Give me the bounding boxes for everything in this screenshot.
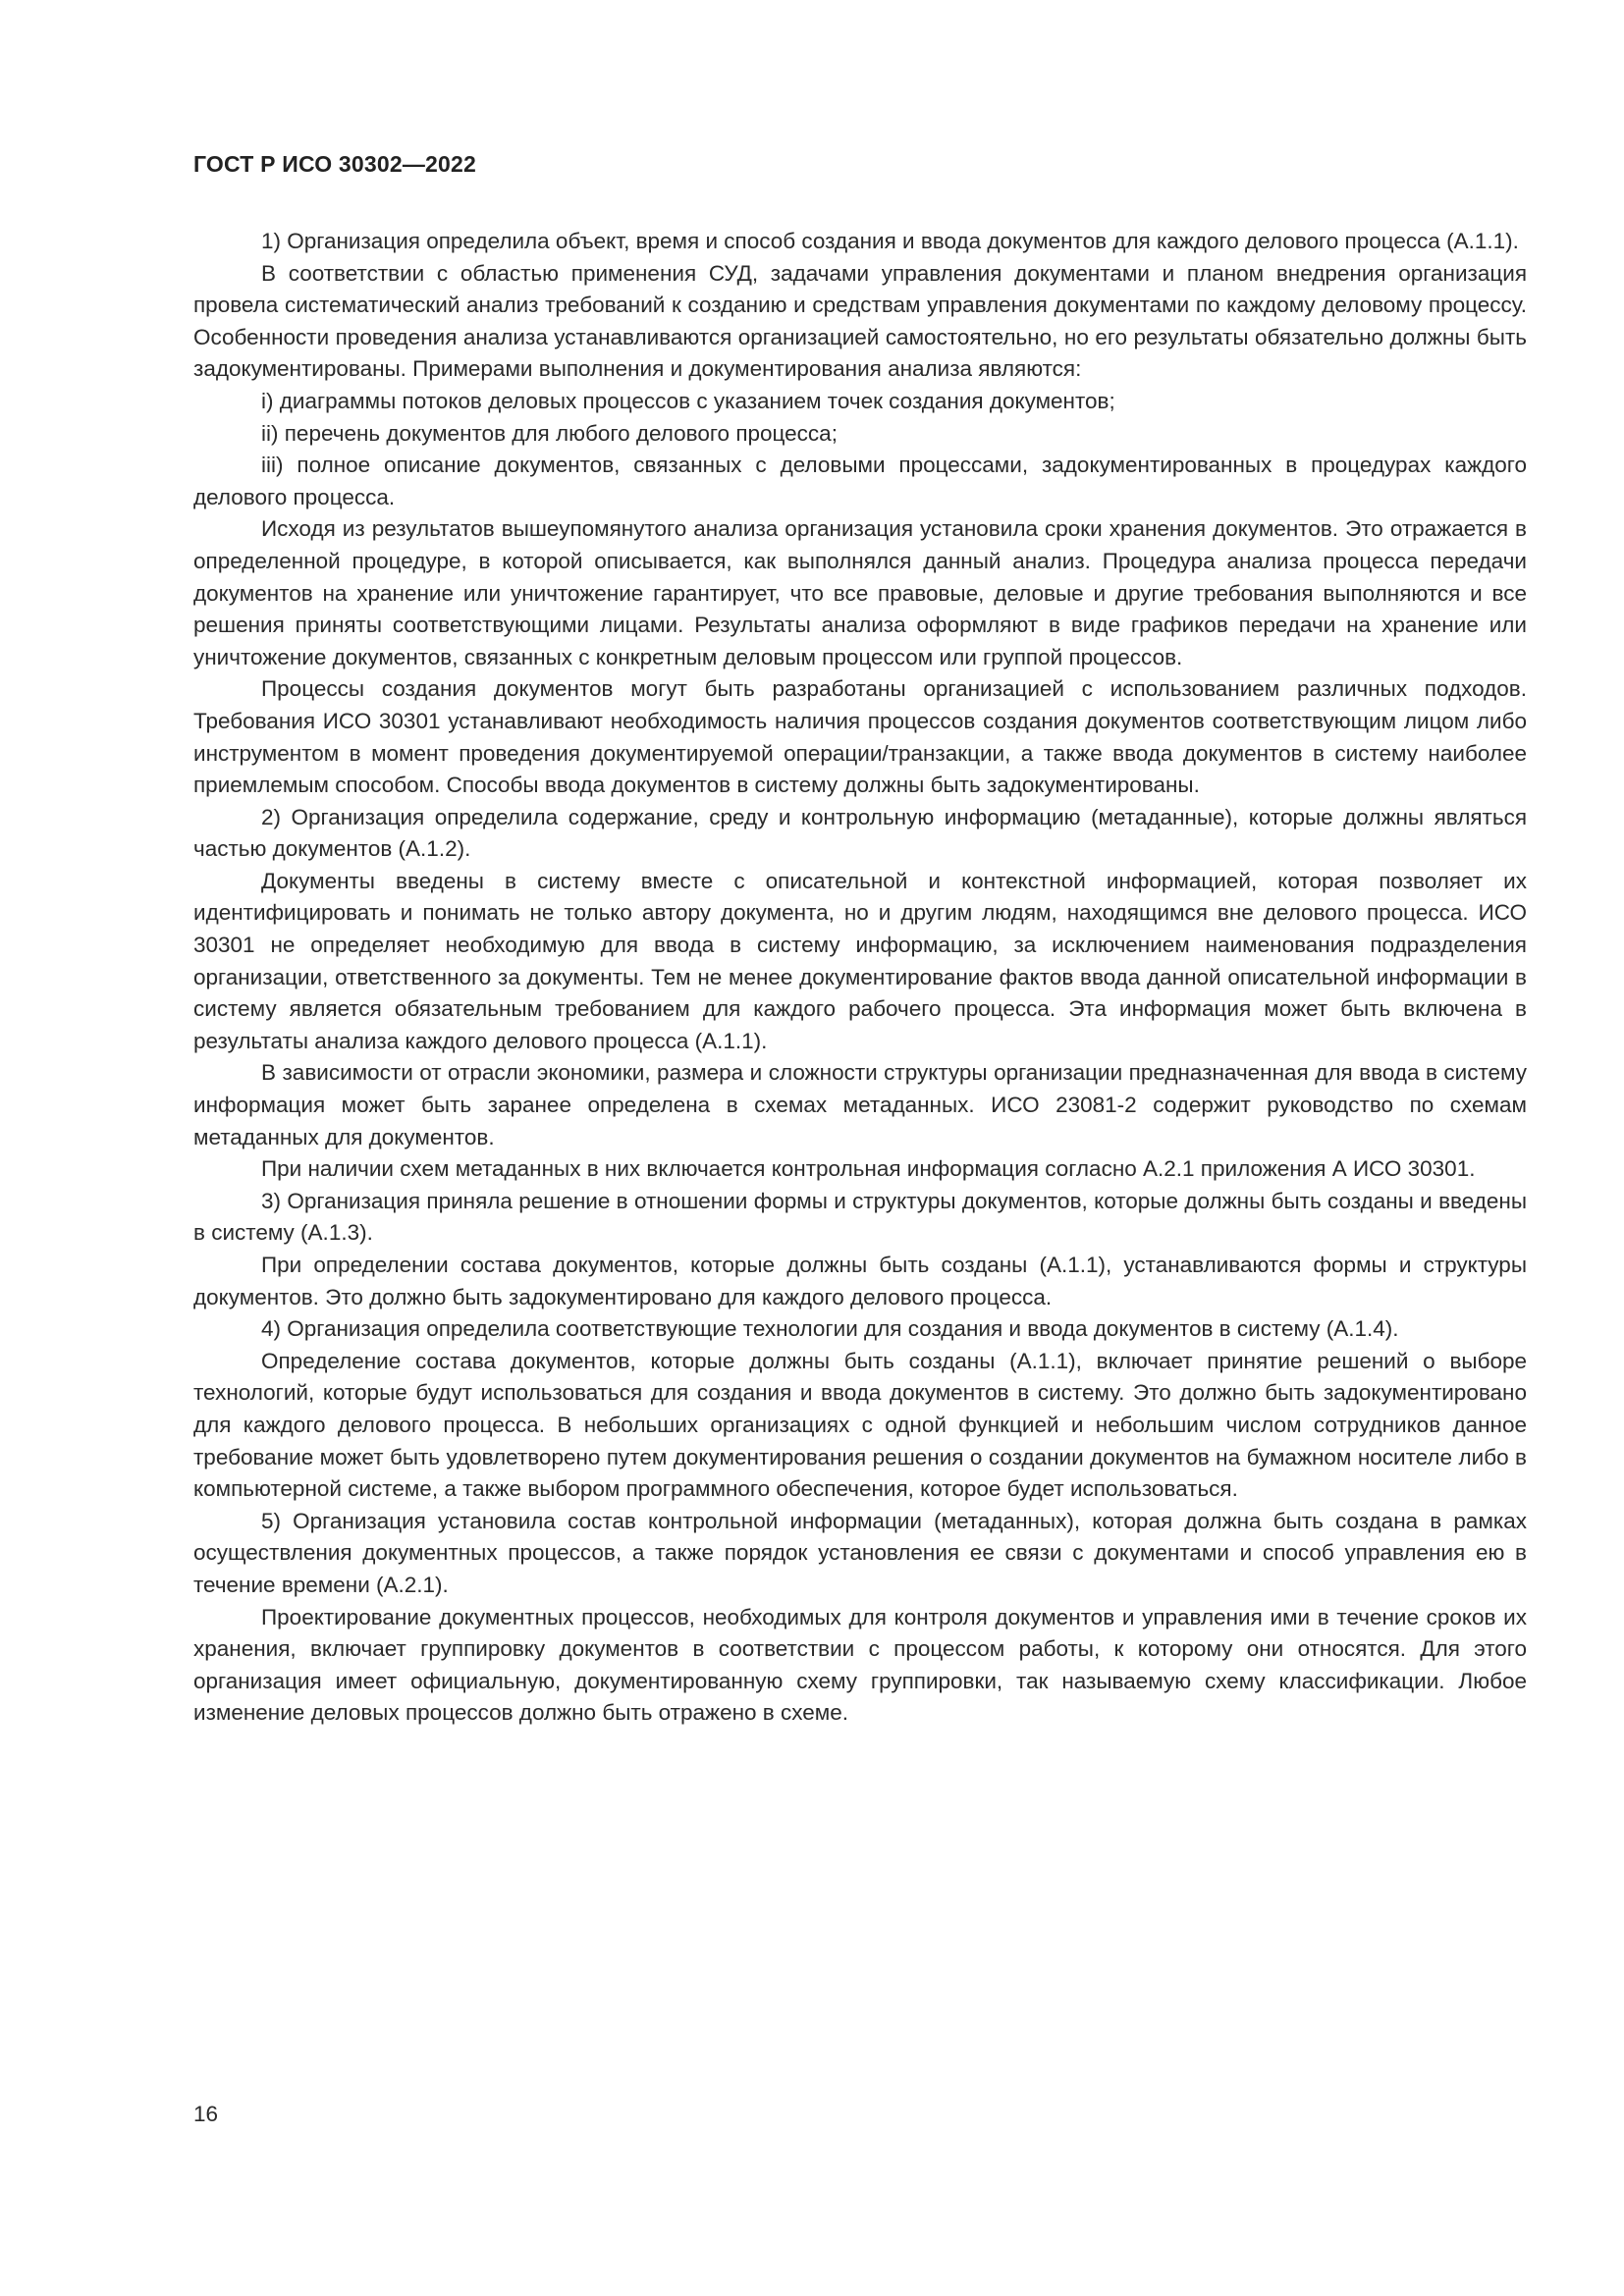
paragraph-item-1: 1) Организация определила объект, время и способ создания и ввода документов для каждого делового процесса (А.1.1).: [261, 229, 1519, 253]
list-item-iii: iii) полное описание документов, связанных с деловыми процессами, задокументированных в процедурах каждого делового процесса.: [193, 453, 1527, 509]
paragraph-scope-analysis: В соответствии с областью применения СУД, задачами управления документами и планом внедрения организация провела систематический анализ требований к созданию и средствам управления документами по каждому деловому процессу. Особенности проведения анализа устанавливаются организацией самостоятельно, но его результаты обязательно должны быть задокументированы. Примерами выполнения и документирования анализа являются:: [193, 260, 1527, 382]
document-body: [193, 226, 1527, 1730]
paragraph-item-3: 3) Организация приняла решение в отношении формы и структуры документов, которые должны быть созданы и введены в систему (А.1.3).: [193, 1188, 1527, 1246]
paragraph-item-4: 4) Организация определила соответствующие технологии для создания и ввода документов в систему (А.1.4).: [261, 1316, 1399, 1342]
paragraph-control-info: При наличии схем метаданных в них включается контрольная информация согласно А.2.1 приложения А ИСО 30301.: [261, 1156, 1476, 1182]
paragraph-technologies: Определение состава документов, которые должны быть созданы (А.1.1), включает принятие решений о выборе технологий, которые будут использоваться для создания и ввода документов в систему. Это должно быть задокументировано для каждого делового процесса. В небольших организациях с одной функцией и небольшим числом сотрудников данное требование может быть удовлетворено путем документирования решения о создании документов на бумажном носителе либо в компьютерной системе, а также выбором программного обеспечения, которое будет использоваться.: [193, 1348, 1527, 1502]
document-page: [193, 0, 1527, 2296]
paragraph-descriptive-info: Документы введены в систему вместе с описательной и контекстной информацией, которая позволяет их идентифицировать и понимать не только автору документа, но и другим людям, находящимся вне делового процесса. ИСО 30301 не определяет необходимую для ввода в систему информацию, за исключением наименования подразделения организации, ответственного за документы. Тем не менее документирование фактов ввода данной описательной информации в систему является обязательным требованием для каждого рабочего процесса. Эта информация может быть включена в результаты анализа каждого делового процесса (А.1.1).: [193, 868, 1527, 1053]
list-item-ii: ii) перечень документов для любого делового процесса;: [261, 420, 838, 446]
paragraph-item-2: 2) Организация определила содержание, среду и контрольную информацию (метаданные), которые должны являться частью документов (А.1.2).: [193, 804, 1527, 862]
list-item-i: i) диаграммы потоков деловых процессов с указанием точек создания документов;: [261, 388, 1115, 413]
document-header: ГОСТ Р ИСО 30302—2022: [193, 151, 477, 177]
paragraph-forms-structures: При определении состава документов, которые должны быть созданы (А.1.1), устанавливаются формы и структуры документов. Это должно быть задокументировано для каждого делового процесса.: [193, 1253, 1527, 1309]
paragraph-creation-processes: Процессы создания документов могут быть разработаны организацией с использованием различных подходов. Требования ИСО 30301 устанавливают необходимость наличия процессов создания документов соответствующим лицом либо инструментом в момент проведения документируемой операции/транзакции, а также ввода документов в систему наиболее приемлемым способом. Способы ввода документов в систему должны быть задокументированы.: [193, 676, 1527, 798]
paragraph-item-5: 5) Организация установила состав контрольной информации (метаданных), которая должна быть создана в рамках осуществления документных процессов, а также порядок установления ее связи с документами и способ управления ею в течение времени (А.2.1).: [193, 1508, 1527, 1597]
page-number: 16: [193, 2102, 219, 2126]
paragraph-retention: Исходя из результатов вышеупомянутого анализа организация установила сроки хранения документов. Это отражается в определенной процедуре, в которой описывается, как выполнялся данный анализ. Процедура анализа процесса передачи документов на хранение или уничтожение гарантирует, что все правовые, деловые и другие требования выполняются и все решения приняты соответствующими лицами. Результаты анализа оформляют в виде графиков передачи на хранение или уничтожение документов, связанных с конкретным деловым процессом или группой процессов.: [193, 516, 1527, 669]
paragraph-classification: Проектирование документных процессов, необходимых для контроля документов и управления ими в течение сроков их хранения, включает группировку документов в соответствии с процессом работы, к которому они относятся. Для этого организация имеет официальную, документированную схему группировки, так называемую схему классификации. Любое изменение деловых процессов должно быть отражено в схеме.: [193, 1604, 1527, 1726]
paragraph-metadata-schemes: В зависимости от отрасли экономики, размера и сложности структуры организации предназначенная для ввода в систему информация может быть заранее определена в схемах метаданных. ИСО 23081-2 содержит руководство по схемам метаданных для документов.: [193, 1060, 1527, 1149]
